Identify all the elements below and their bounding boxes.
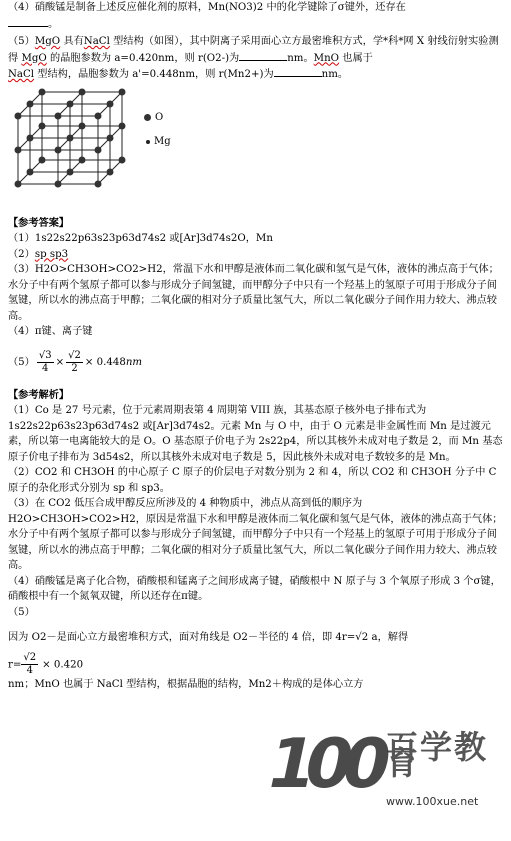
- nacl-crystal-figure: [8, 86, 503, 194]
- analysis-heading: 【参考解析】: [8, 388, 70, 401]
- answer-blank: [274, 66, 322, 77]
- answer-blank: [8, 16, 48, 27]
- q4-text: （4）硝酸锰是制备上述反应催化剂的原料，Mn(NO3)2 中的化学键除了σ键外，还存在: [8, 2, 406, 13]
- analysis-3: （3）在 CO2 低压合成甲醇反应所涉及的 4 种物质中，沸点从高到低的顺序为 H2O>CH3OH>CO2>H2，原因是常温下水和甲醇是液体而二氧化碳和氢气是气体，液体的沸点高于气体；水分子中有两个氢原子都可以参与形成分子间氢键，而甲醇分子中只有一个羟基上的氢原子可用于形成分子间氢键，所以水的沸点高于甲醇；二氧化碳的相对分子质量比氢气大，所以二氧化碳分子间作用力较大、沸点较高。: [8, 498, 503, 571]
- q4-end: 。: [48, 18, 59, 30]
- fraction: $\frac{√3}{4}$: [38, 350, 52, 374]
- fraction: $\frac{√2}{2}$: [68, 350, 81, 374]
- answer-3: （3）H2O>CH3OH>CO2>H2，常温下水和甲醇是液体而二氧化碳和氢气是气体，液体的沸点高于气体；水分子中有两个氢原子都可以参与形成分子间氢键，而甲醇分子中只有一个羟基上的氢原子可用于形成分子间氢键，所以水的沸点高于甲醇；二氧化碳的相对分子质量比氢气大，所以二氧化碳分子间作用力较大、沸点较高。: [8, 264, 499, 322]
- answer-blank: [239, 50, 287, 61]
- analysis-2: （2）CO2 和 CH3OH 的中心原子 C 原子的价层电子对数分别为 2 和 4，所以 CO2 和 CH3OH 分子中 C 原子的杂化形式分别为 sp 和 sp3。: [8, 467, 497, 494]
- analysis-final: r= $\frac{√2}{4}$ × 0.420 nm；MnO 也属于 NaCl 型结构，根据晶胞的结构，Mn2＋构成的是体心立方: [8, 651, 364, 690]
- question-4: [8, 0, 503, 32]
- answer-2: （2）sp sp3: [8, 248, 69, 260]
- analysis-4: （4）硝酸锰是离子化合物，硝酸根和锰离子之间形成离子键，硝酸根中 N 原子与 3 个氧原子形成 3 个σ键，硝酸根中有一个氮氧双键，所以还存在π键。: [8, 575, 501, 602]
- crystal-lattice-diagram: [10, 86, 135, 192]
- answer-1: （1）1s22s22p63s23p63d74s2 或[Ar]3d74s2O，Mn: [8, 233, 273, 244]
- answer-4: （4）π键、离子键: [8, 326, 93, 337]
- question-5: （5）MgO 具有NaCl 型结构（如图），其中阴离子采用面心立方最密堆积方式，学*科*网 X 射线衍射实验测得 MgO 的晶胞参数为 a=0.420nm，则 r(O2-)为 nm。MnO 也属于 NaCl 型结构，晶胞参数为 a'=0.448nm，则 r(Mn2+)为 nm。: [8, 36, 499, 80]
- answer-heading: 【参考答案】: [8, 216, 70, 229]
- legend-o: O: [144, 106, 171, 130]
- magnesium-ion-icon: [146, 140, 150, 144]
- analysis-6: 因为 O2－是面心立方最密堆积方式，面对角线是 O2－半径的 4 倍，即 4r=√2 a，解得: [8, 632, 409, 643]
- analysis-1: （1）Co 是 27 号元素，位于元素周期表第 4 周期第 VIII 族，其基态原子核外电子排布式为 1s22s22p63s23p63d74s2 或[Ar]3d74s2。元素 Mn 与 O 中，由于 O 元素是非金属性而 Mn 是过渡元素，所以第一电离能较大的是 O。O 基态原子价电子为 2s22p4，所以其核外未成对电子数是 2，而 Mn 基态原子价电子排布为 3d54s2，所以其核外未成对电子数是 5，因此核外未成对电子数较多的是 Mn。: [8, 405, 503, 463]
- watermark-logo: 100 百学教育 www.100xue.net: [259, 725, 489, 808]
- answer-5-formula: （5） $\frac{√3}{4}$ × $\frac{√2}{2}$ × 0.448 nm: [8, 350, 143, 374]
- figure-legend: [144, 106, 171, 154]
- fraction: $\frac{√2}{4}$: [23, 651, 37, 676]
- legend-mg: Mg: [144, 130, 171, 154]
- oxygen-ion-icon: [144, 114, 151, 121]
- analysis-5: （5）: [8, 606, 35, 618]
